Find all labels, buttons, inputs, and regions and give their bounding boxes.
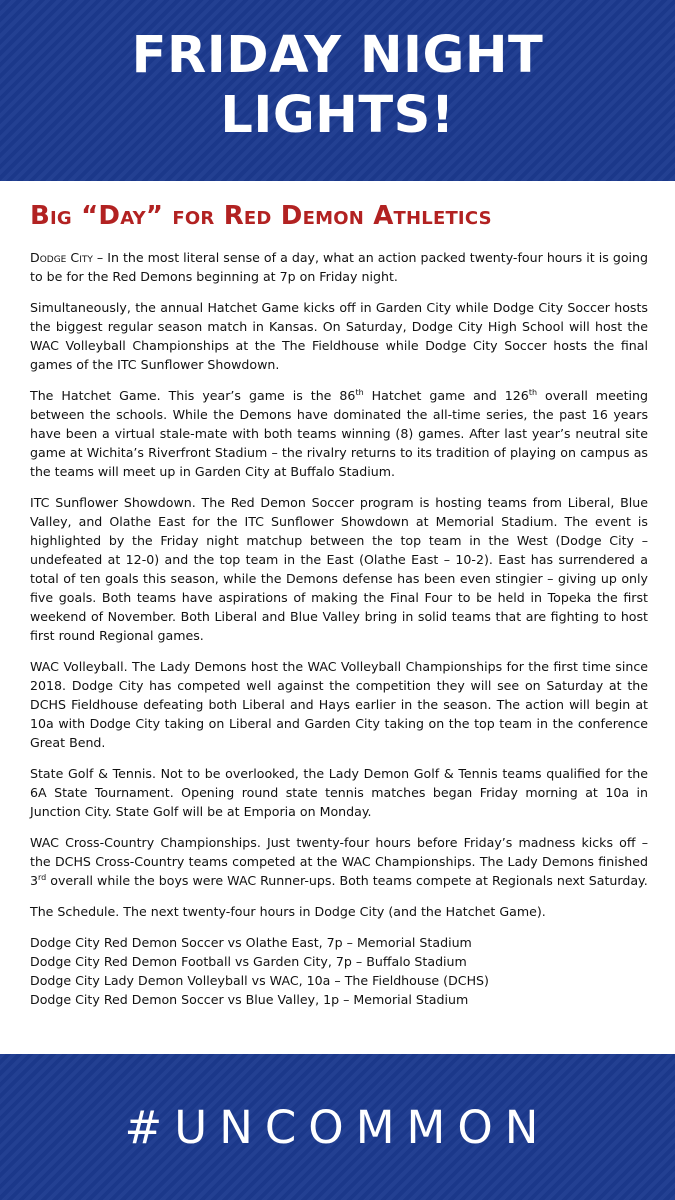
schedule-item: Dodge City Red Demon Soccer vs Blue Valley, 1p – Memorial Stadium (30, 992, 469, 1007)
paragraph-simultaneously: Simultaneously, the annual Hatchet Game kicks off in Garden City while Dodge City Soccer hosts the biggest regular season match in Kansas. On Saturday, Dodge City High School will host the WAC Volleyball Championships at the The Fieldhouse while Dodge City Soccer hosts the final games of the ITC Sunflower Showdown. (30, 300, 648, 372)
paragraph-intro-text: – In the most literal sense of a day, what an action packed twenty-four hours it is going to be for the Red Demons beginning at 7p on Friday night. (30, 250, 648, 284)
hatchet-text-b: Hatchet game and 126 (363, 388, 529, 403)
hashtag: #UNCOMMON (124, 1101, 551, 1154)
article-headline: Big “Day” for Red Demon Athletics (30, 201, 492, 231)
schedule-item: Dodge City Red Demon Football vs Garden City, 7p – Buffalo Stadium (30, 954, 467, 969)
paragraph-cross-country (30, 833, 648, 890)
title-line-1: FRIDAY NIGHT (131, 26, 544, 85)
schedule-item: Dodge City Lady Demon Volleyball vs WAC, 10a – The Fieldhouse (DCHS) (30, 973, 489, 988)
ordinal-suffix: th (528, 387, 538, 397)
page-title (0, 26, 675, 146)
paragraph-schedule-intro: The Schedule. The next twenty-four hours in Dodge City (and the Hatchet Game). (30, 904, 546, 919)
title-line-2: LIGHTS! (220, 86, 455, 145)
header-banner (0, 0, 675, 181)
paragraph-sunflower-showdown: ITC Sunflower Showdown. The Red Demon Soccer program is hosting teams from Liberal, Blue Valley, and Olathe East for the ITC Sunflower Showdown at Memorial Stadium. The event is highlighted by the Friday night matchup between the top team in the West (Dodge City – undefeated at 12-0) and the top team in the East (Olathe East – 10-2). East has surrendered a total of ten goals this season, while the Demons defense has been even stingier – giving up only five goals. Both teams have aspirations of making the Final Four to be held in Topeka the first weekend of November. Both Liberal and Blue Valley bring in solid teams that are fighting to host first round Regional games. (30, 495, 648, 643)
schedule-list (30, 933, 648, 1009)
hatchet-text-a: The Hatchet Game. This year’s game is the 86 (30, 388, 356, 403)
paragraph-intro (30, 248, 648, 286)
paragraph-hatchet-game (30, 386, 648, 481)
ordinal-suffix: rd (38, 872, 47, 882)
article (30, 199, 648, 1009)
dateline: Dodge City (30, 250, 93, 265)
cross-country-text-a: WAC Cross-Country Championships. Just twenty-four hours before Friday’s madness kicks off – the DCHS Cross-Country teams competed at the WAC Championships. The Lady Demons finished 3 (30, 835, 648, 888)
footer-banner (0, 1054, 675, 1200)
schedule-item: Dodge City Red Demon Soccer vs Olathe East, 7p – Memorial Stadium (30, 935, 472, 950)
paragraph-golf-tennis: State Golf & Tennis. Not to be overlooked, the Lady Demon Golf & Tennis teams qualified for the 6A State Tournament. Opening round state tennis matches began Friday morning at 10a in Junction City. State Golf will be at Emporia on Monday. (30, 766, 648, 819)
paragraph-wac-volleyball: WAC Volleyball. The Lady Demons host the WAC Volleyball Championships for the first time since 2018. Dodge City has competed well against the competition they will see on Saturday at the DCHS Fieldhouse defeating both Liberal and Hays earlier in the season. The action will begin at 10a with Dodge City taking on Liberal and Garden City taking on the top team in the conference Great Bend. (30, 659, 648, 750)
ordinal-suffix: th (355, 387, 364, 397)
cross-country-text-b: overall while the boys were WAC Runner-ups. Both teams compete at Regionals next Saturday. (46, 873, 648, 888)
hatchet-text-c: overall meeting between the schools. While the Demons have dominated the all-time series, the past 16 years have been a virtual stale-mate with both teams winning (8) games. After last year’s neutral site game at Wichita’s Riverfront Stadium – the rivalry returns to its tradition of playing on campus as the teams will meet up in Garden City at Buffalo Stadium. (30, 388, 648, 479)
